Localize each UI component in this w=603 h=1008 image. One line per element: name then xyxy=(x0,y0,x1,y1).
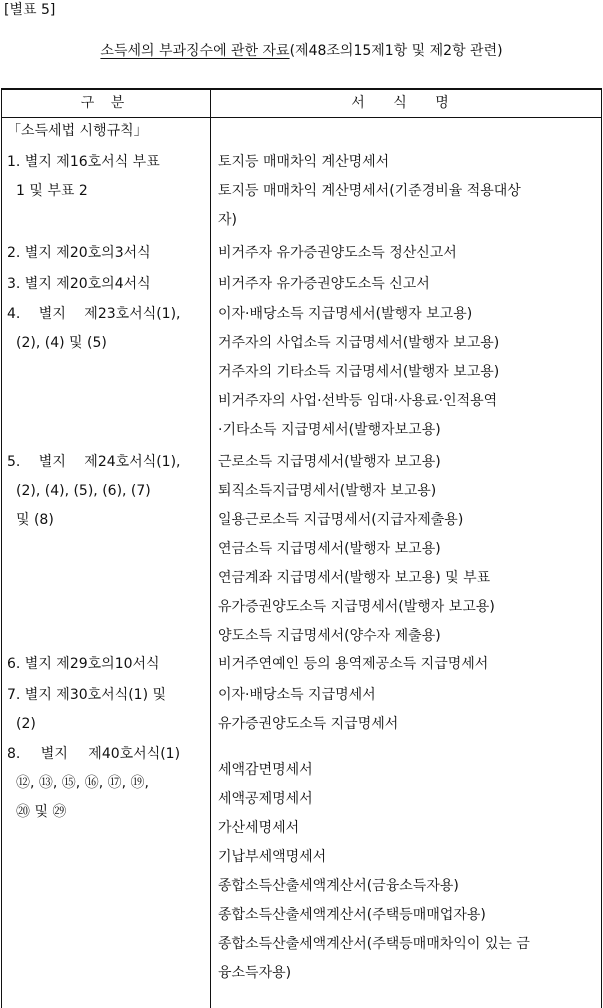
form-name-line: 기납부세액명세서 xyxy=(218,849,327,865)
category-line: ⑳ 및 ㉙ xyxy=(16,804,67,820)
form-name-line: 비거주자 유가증권양도소득 신고서 xyxy=(218,276,430,292)
form-name-line: 비거주자 유가증권양도소득 정산신고서 xyxy=(218,245,457,261)
form-name-line: 비거주연예인 등의 용역제공소득 지급명세서 xyxy=(218,656,489,672)
form-name-line: 종합소득산출세액계산서(주택등매매업자용) xyxy=(218,907,486,923)
form-name-line: 유가증권양도소득 지급명세서 xyxy=(218,716,399,732)
table-column-divider xyxy=(210,88,211,1008)
document-title-main: 소득세의 부과징수에 관한 자료 xyxy=(100,43,290,59)
form-name-line: 자) xyxy=(218,212,237,228)
form-name-line: 토지등 매매차익 계산명세서(기준경비율 적용대상 xyxy=(218,183,521,199)
category-cell-2 xyxy=(7,239,205,268)
form-name-line: 연금소득 지급명세서(발행자 보고용) xyxy=(218,541,441,557)
category-cell-7 xyxy=(7,681,205,739)
form-name-line: 가산세명세서 xyxy=(218,820,300,836)
table-header-row xyxy=(1,90,602,118)
forms-cell-3 xyxy=(218,270,598,299)
header-category: 구 분 xyxy=(80,95,131,111)
category-cell-6 xyxy=(7,650,205,679)
form-name-line: 거주자의 사업소득 지급명세서(발행자 보고용) xyxy=(218,335,500,351)
appendix-tag: [별표 5] xyxy=(4,2,56,18)
category-line: 5. 별지 제24호서식(1), xyxy=(7,454,181,470)
forms-cell-6 xyxy=(218,650,598,679)
category-cell-1 xyxy=(7,148,205,206)
category-line: 6. 별지 제29호의10서식 xyxy=(7,656,160,672)
form-name-line: 연금계좌 지급명세서(발행자 보고용) 및 부표 xyxy=(218,570,491,586)
category-cell-5 xyxy=(7,448,205,535)
category-cell-8 xyxy=(7,740,205,827)
form-name-line: 세액공제명세서 xyxy=(218,791,313,807)
category-line: 3. 별지 제20호의4서식 xyxy=(7,276,151,292)
category-cell-4 xyxy=(7,300,205,358)
form-name-line: 양도소득 지급명세서(양수자 제출용) xyxy=(218,628,441,644)
category-line: 4. 별지 제23호서식(1), xyxy=(7,306,181,322)
form-name-line: 토지등 매매차익 계산명세서 xyxy=(218,154,390,170)
form-name-line: 종합소득산출세액계산서(주택등매매차익이 있는 금 xyxy=(218,936,530,952)
form-name-line: 퇴직소득지급명세서(발행자 보고용) xyxy=(218,483,437,499)
category-cell-law xyxy=(7,117,205,146)
form-name-line: 유가증권양도소득 지급명세서(발행자 보고용) xyxy=(218,599,495,615)
forms-cell-2 xyxy=(218,239,598,268)
forms-cell-7 xyxy=(218,681,598,739)
category-line: 1 및 부표 2 xyxy=(16,183,88,199)
category-line: (2), (4) 및 (5) xyxy=(16,335,107,351)
form-name-line: 거주자의 기타소득 지급명세서(발행자 보고용) xyxy=(218,364,500,380)
form-name-line: 일용근로소득 지급명세서(지급자제출용) xyxy=(218,512,464,528)
category-line: (2) xyxy=(16,716,36,732)
category-line: 1. 별지 제16호서식 부표 xyxy=(7,154,160,170)
document-title xyxy=(0,41,603,61)
category-line: 및 (8) xyxy=(16,512,54,528)
category-line: 8. 별지 제40호서식(1) xyxy=(7,746,181,762)
form-name-line: 이자·배당소득 지급명세서(발행자 보고용) xyxy=(218,306,473,322)
header-form-name: 서 식 명 xyxy=(351,95,461,111)
category-cell-3 xyxy=(7,270,205,299)
category-line: 2. 별지 제20호의3서식 xyxy=(7,245,151,261)
category-line: 7. 별지 제30호서식(1) 및 xyxy=(7,687,167,703)
forms-cell-4 xyxy=(218,300,598,445)
form-name-line: ·기타소득 지급명세서(발행자보고용) xyxy=(218,422,441,438)
form-name-line: 세액감면명세서 xyxy=(218,762,313,778)
category-line: 「소득세법 시행규칙」 xyxy=(7,123,148,139)
form-name-line: 종합소득산출세액계산서(금융소득자용) xyxy=(218,878,459,894)
document-title-reference: (제48조의15제1항 및 제2항 관련) xyxy=(289,43,503,59)
form-name-line: 근로소득 지급명세서(발행자 보고용) xyxy=(218,454,441,470)
category-line: (2), (4), (5), (6), (7) xyxy=(16,483,151,499)
forms-cell-8 xyxy=(218,756,598,988)
form-name-line: 비거주자의 사업·선박등 임대·사용료·인적용역 xyxy=(218,393,498,409)
forms-cell-1 xyxy=(218,148,598,235)
form-name-line: 융소득자용) xyxy=(218,965,292,981)
form-name-line: 이자·배당소득 지급명세서 xyxy=(218,687,376,703)
category-line: ⑫, ⑬, ⑮, ⑯, ⑰, ⑲, xyxy=(16,775,149,791)
forms-cell-5 xyxy=(218,448,598,651)
